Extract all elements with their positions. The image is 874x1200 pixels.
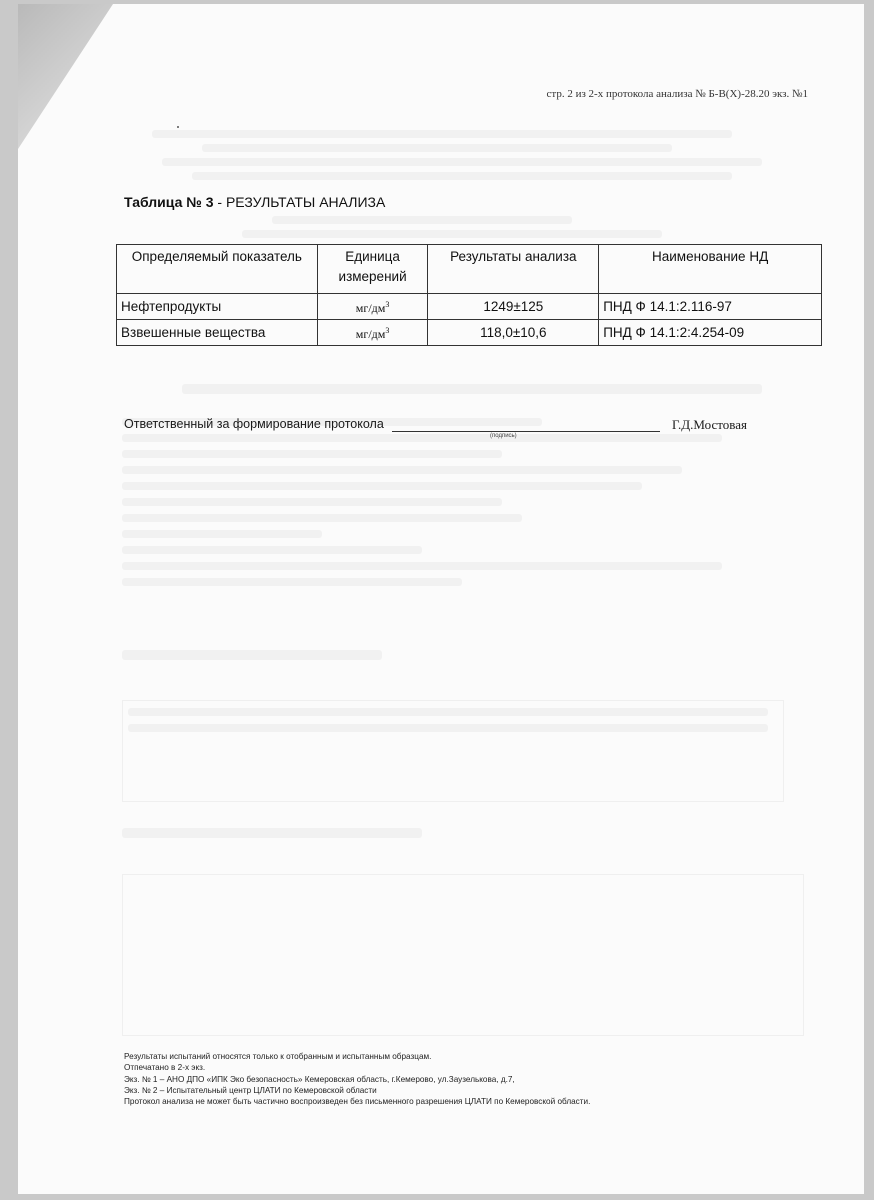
scan-speck xyxy=(177,126,179,128)
table-caption-number: Таблица № 3 xyxy=(124,194,214,210)
column-header-nd: Наименование НД xyxy=(599,245,822,294)
column-header-unit: Единица измерений xyxy=(317,245,428,294)
unit-text: мг/дм xyxy=(355,301,386,315)
table-row xyxy=(117,320,822,346)
cell-unit xyxy=(317,294,428,320)
cell-indicator: Взвешенные вещества xyxy=(117,320,318,346)
table-header-row xyxy=(117,245,822,294)
paper-sheet xyxy=(18,4,864,1194)
column-header-indicator: Определяемый показатель xyxy=(117,245,318,294)
signature-line xyxy=(392,431,660,432)
unit-exponent: 3 xyxy=(385,326,390,335)
cell-unit xyxy=(317,320,428,346)
footer-line: Экз. № 1 – АНО ДПО «ИПК Эко безопасность» Кемеровская область, г.Кемерово, ул.Заузелькова, д.7, xyxy=(124,1074,515,1084)
unit-exponent: 3 xyxy=(385,300,390,309)
cell-nd: ПНД Ф 14.1:2.116-97 xyxy=(599,294,822,320)
table-caption xyxy=(124,194,385,210)
footer-line: Результаты испытаний относятся только к отобранным и испытанным образцам. xyxy=(124,1052,432,1061)
cell-result: 118,0±10,6 xyxy=(428,320,599,346)
responsible-name: Г.Д.Мостовая xyxy=(672,417,747,432)
table-caption-title: - РЕЗУЛЬТАТЫ АНАЛИЗА xyxy=(213,194,386,210)
cell-indicator: Нефтепродукты xyxy=(117,294,318,320)
footer-line: Отпечатано в 2-х экз. xyxy=(124,1063,206,1073)
signature-caption: (подпись) xyxy=(490,433,517,439)
page-reference: стр. 2 из 2-х протокола анализа № Б-В(Х)-28.20 экз. №1 xyxy=(546,88,808,100)
responsible-block xyxy=(124,417,824,439)
results-table xyxy=(116,244,822,346)
cell-nd: ПНД Ф 14.1:2:4.254-09 xyxy=(599,320,822,346)
footer-line: Экз. № 2 – Испытательный центр ЦЛАТИ по Кемеровской области xyxy=(124,1085,377,1095)
unit-text: мг/дм xyxy=(355,327,386,341)
footer-line: Протокол анализа не может быть частично воспроизведен без письменного разрешения ЦЛАТИ по Кемеровской области. xyxy=(124,1097,591,1107)
table-row xyxy=(117,294,822,320)
responsible-label: Ответственный за формирование протокола xyxy=(124,417,384,431)
column-header-result: Результаты анализа xyxy=(428,245,599,294)
cell-result: 1249±125 xyxy=(428,294,599,320)
footer-notes xyxy=(124,1051,844,1107)
